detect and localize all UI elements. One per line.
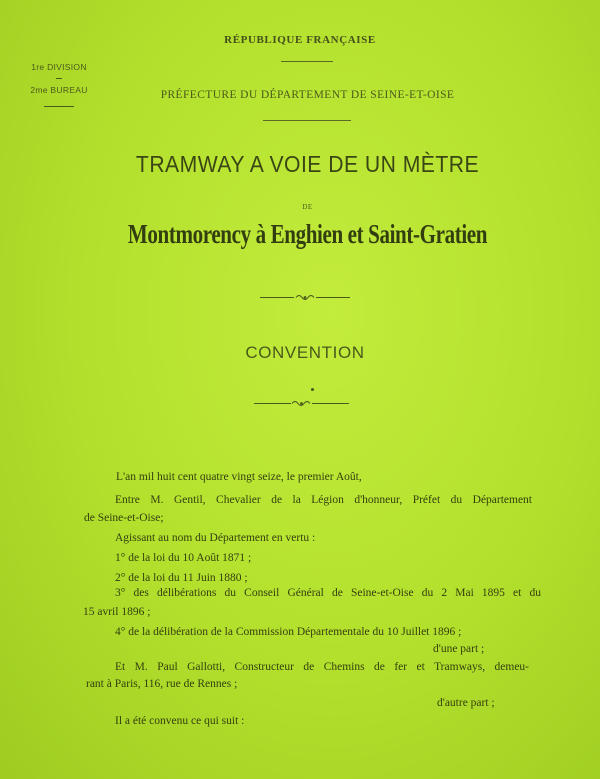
body-line: Et M. Paul Gallotti, Constructeur de Chemins de fer et Tramways, demeu- [115,661,529,673]
body-line: de Seine-et-Oise; [84,512,164,524]
body-line: L'an mil huit cent quatre vingt seize, le premier Août, [116,471,362,483]
republic-heading: RÉPUBLIQUE FRANÇAISE [224,34,376,46]
body-line: d'autre part ; [437,697,495,709]
body-line: 1° de la loi du 10 Août 1871 ; [115,552,252,564]
body-line: 4° de la délibération de la Commission Départementale du 10 Juillet 1896 ; [115,626,462,638]
body-line: rant à Paris, 116, rue de Rennes ; [86,678,238,690]
prefecture-heading: PRÉFECTURE DU DÉPARTEMENT DE SEINE-ET-OISE [160,89,455,101]
title-connector: DE [302,203,313,211]
body-line: d'une part ; [433,643,485,655]
body-line: 2° de la loi du 11 Juin 1880 ; [115,572,248,584]
document-title: TRAMWAY A VOIE DE UN MÈTRE [135,151,480,177]
route-title: Montmorency à Enghien et Saint-Gratien [127,219,488,249]
body-line: Agissant au nom du Département en vertu : [115,532,316,544]
body-line: 15 avril 1896 ; [83,606,151,618]
division-label: 1re DIVISION [31,62,87,72]
body-line: Il a été convenu ce qui suit : [115,715,245,727]
section-heading: CONVENTION [245,343,365,362]
body-line: 3° des délibérations du Conseil Général de Seine-et-Oise du 2 Mai 1895 et du [115,587,541,599]
body-line: Entre M. Gentil, Chevalier de la Légion d'honneur, Préfet du Département [115,494,532,506]
bureau-label: 2me BUREAU [30,85,88,95]
